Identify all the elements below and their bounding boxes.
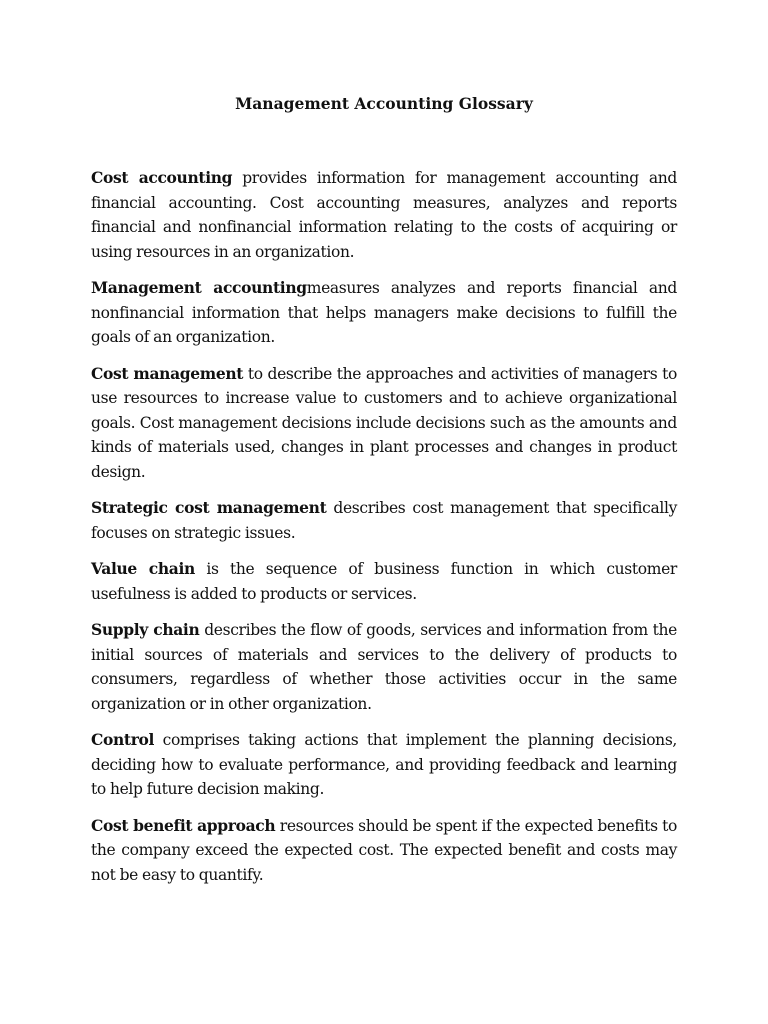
glossary-definition: describes the flow of goods, services and information from the initial sources of materials and services to the delivery of products to consumers, regardless of whether those activities occur in the same organization or in other organization. bbox=[91, 621, 678, 713]
glossary-term: Control bbox=[91, 730, 155, 749]
glossary-definition: comprises taking actions that implement the planning decisions, deciding how to evaluate performance, and providing feedback and learning to help future decision making. bbox=[91, 731, 677, 798]
glossary-definition: to describe the approaches and activities of managers to use resources to increase value to customers and to achieve organizational goals. Cost management decisions include decisions such as the amounts and kinds of materials used, changes in plant processes and changes in product design. bbox=[91, 364, 677, 481]
glossary-term: Cost management bbox=[91, 363, 244, 383]
glossary-entry-management-accounting bbox=[91, 276, 677, 350]
glossary-entry-supply-chain bbox=[91, 618, 677, 716]
glossary-definition: is the sequence of business function in which customer usefulness is added to products or services. bbox=[91, 560, 677, 603]
glossary-term: Strategic cost management bbox=[91, 498, 327, 517]
glossary-entry-cost-accounting bbox=[91, 166, 677, 264]
glossary-entry-cost-management bbox=[91, 362, 677, 485]
glossary-term: Cost benefit approach bbox=[91, 815, 276, 835]
glossary-entry-cost-benefit-approach bbox=[91, 814, 677, 888]
glossary-entry-strategic-cost-management bbox=[91, 496, 677, 545]
glossary-term: Management accounting bbox=[91, 278, 307, 297]
glossary-term: Cost accounting bbox=[91, 168, 233, 187]
glossary-entry-value-chain bbox=[91, 557, 677, 606]
glossary-definition: provides information for management accounting and financial accounting. Cost accounting measures, analyzes and reports financial and nonfinancial information relating to the costs of acquiring or using resources in an organization. bbox=[91, 169, 677, 261]
glossary-list bbox=[91, 166, 677, 899]
glossary-definition: describes cost management that specifically focuses on strategic issues. bbox=[91, 499, 677, 542]
page-title: Management Accounting Glossary bbox=[235, 94, 533, 113]
glossary-definition: measures analyzes and reports financial and nonfinancial information that helps managers make decisions to fulfill the goals of an organization. bbox=[91, 279, 677, 346]
glossary-term: Supply chain bbox=[91, 620, 200, 639]
glossary-term: Value chain bbox=[91, 559, 195, 578]
glossary-definition: resources should be spent if the expected benefits to the company exceed the expected cost. The expected benefit and costs may not be easy to quantify. bbox=[91, 816, 678, 884]
glossary-entry-control bbox=[91, 728, 677, 802]
